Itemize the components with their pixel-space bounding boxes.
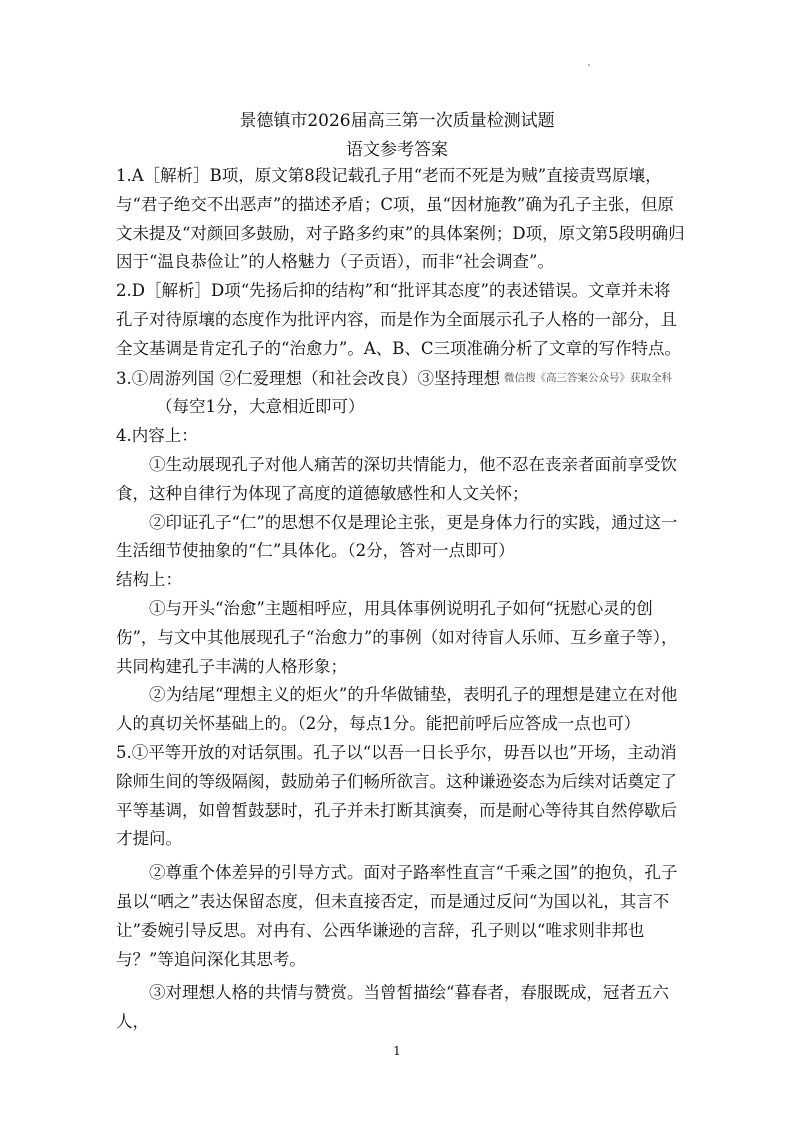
answer-3-text: 3.①周游列国 ②仁爱理想（和社会改良）③坚持理想	[116, 368, 500, 388]
answer-3-score: （每空1分，大意相近即可）	[156, 397, 365, 417]
answer-5-point-1: 5.①平等开放的对话氛围。孔子以“以吾一日长乎尔，毋吾以也”开场，主动消除师生间的等级隔阂，鼓励弟子们畅所欲言。这种谦逊姿态为后续对话奠定了平等基调，如曾皙鼓瑟时，孔子并未打断其演奏，而是耐心等待其自然停歇后才提问。	[116, 742, 677, 849]
answer-2: 2.D［解析］D项“先扬后抑的结构”和“批评其态度”的表述错误。文章并未将孔子对待原壤的态度作为批评内容，而是作为全面展示孔子人格的一部分，且全文基调是肯定孔子的“治愈力”。A、B、C三项准确分析了文章的写作特点。	[116, 281, 682, 358]
answer-4-content-2: ②印证孔子“仁”的思想不仅是理论主张，更是身体力行的实践，通过这一生活细节使抽象的“仁”具体化。（2分，答对一点即可）	[116, 512, 678, 561]
scan-speck	[588, 64, 590, 66]
answer-4-structure-2: ②为结尾“理想主义的炬火”的升华做铺垫，表明孔子的理想是建立在对他人的真切关怀基础上的。（2分，每点1分。能把前呼后应答成一点也可）	[116, 685, 678, 734]
answer-3	[116, 364, 686, 394]
answer-1: 1.A［解析］B项，原文第8段记载孔子用“老而不死是为贼”直接责骂原壤，与“君子绝交不出恶声”的描述矛盾；C项，虽“因材施教”确为孔子主张，但原文未提及“对颜回多鼓励，对子路多约束”的具体案例；D项，原文第5段明确归因于“温良恭俭让”的人格魅力（子贡语），而非“社会调查”。	[116, 166, 685, 272]
answer-5-point-3: ③对理想人格的共情与赞赏。当曾皙描绘“暮春者，春服既成，冠者五六人，	[116, 983, 669, 1032]
document-subtitle: 语文参考答案	[346, 140, 448, 160]
answer-4-heading: 4.内容上：	[116, 426, 198, 446]
watermark-note: 微信搜《高三答案公众号》获取全科	[504, 371, 672, 384]
document-title: 景德镇市2026届高三第一次质量检测试题	[239, 111, 555, 131]
answer-body	[116, 162, 686, 1037]
answer-4-content-1: ①生动展现孔子对他人痛苦的深切共情能力，他不忍在丧亲者面前享受饮食，这种自律行为体现了高度的道德敏感性和人文关怀；	[116, 454, 677, 503]
page-number: 1	[393, 1044, 401, 1058]
answer-4-structure-heading: 结构上：	[116, 570, 182, 590]
answer-5-point-2: ②尊重个体差异的引导方式。面对子路率性直言“千乘之国”的抱负，孔子虽以“哂之”表达保留态度，但未直接否定，而是通过反问“为国以礼，其言不让”委婉引导反思。对冉有、公西华谦逊的言辞，孔子则以“唯求则非邦也与？”等追问深化其思考。	[116, 863, 678, 969]
answer-4-structure-1: ①与开头“治愈”主题相呼应，用具体事例说明孔子如何“抚慰心灵的创伤”，与文中其他展现孔子“治愈力”的事例（如对待盲人乐师、互乡童子等），共同构建孔子丰满的人格形象；	[116, 598, 678, 676]
